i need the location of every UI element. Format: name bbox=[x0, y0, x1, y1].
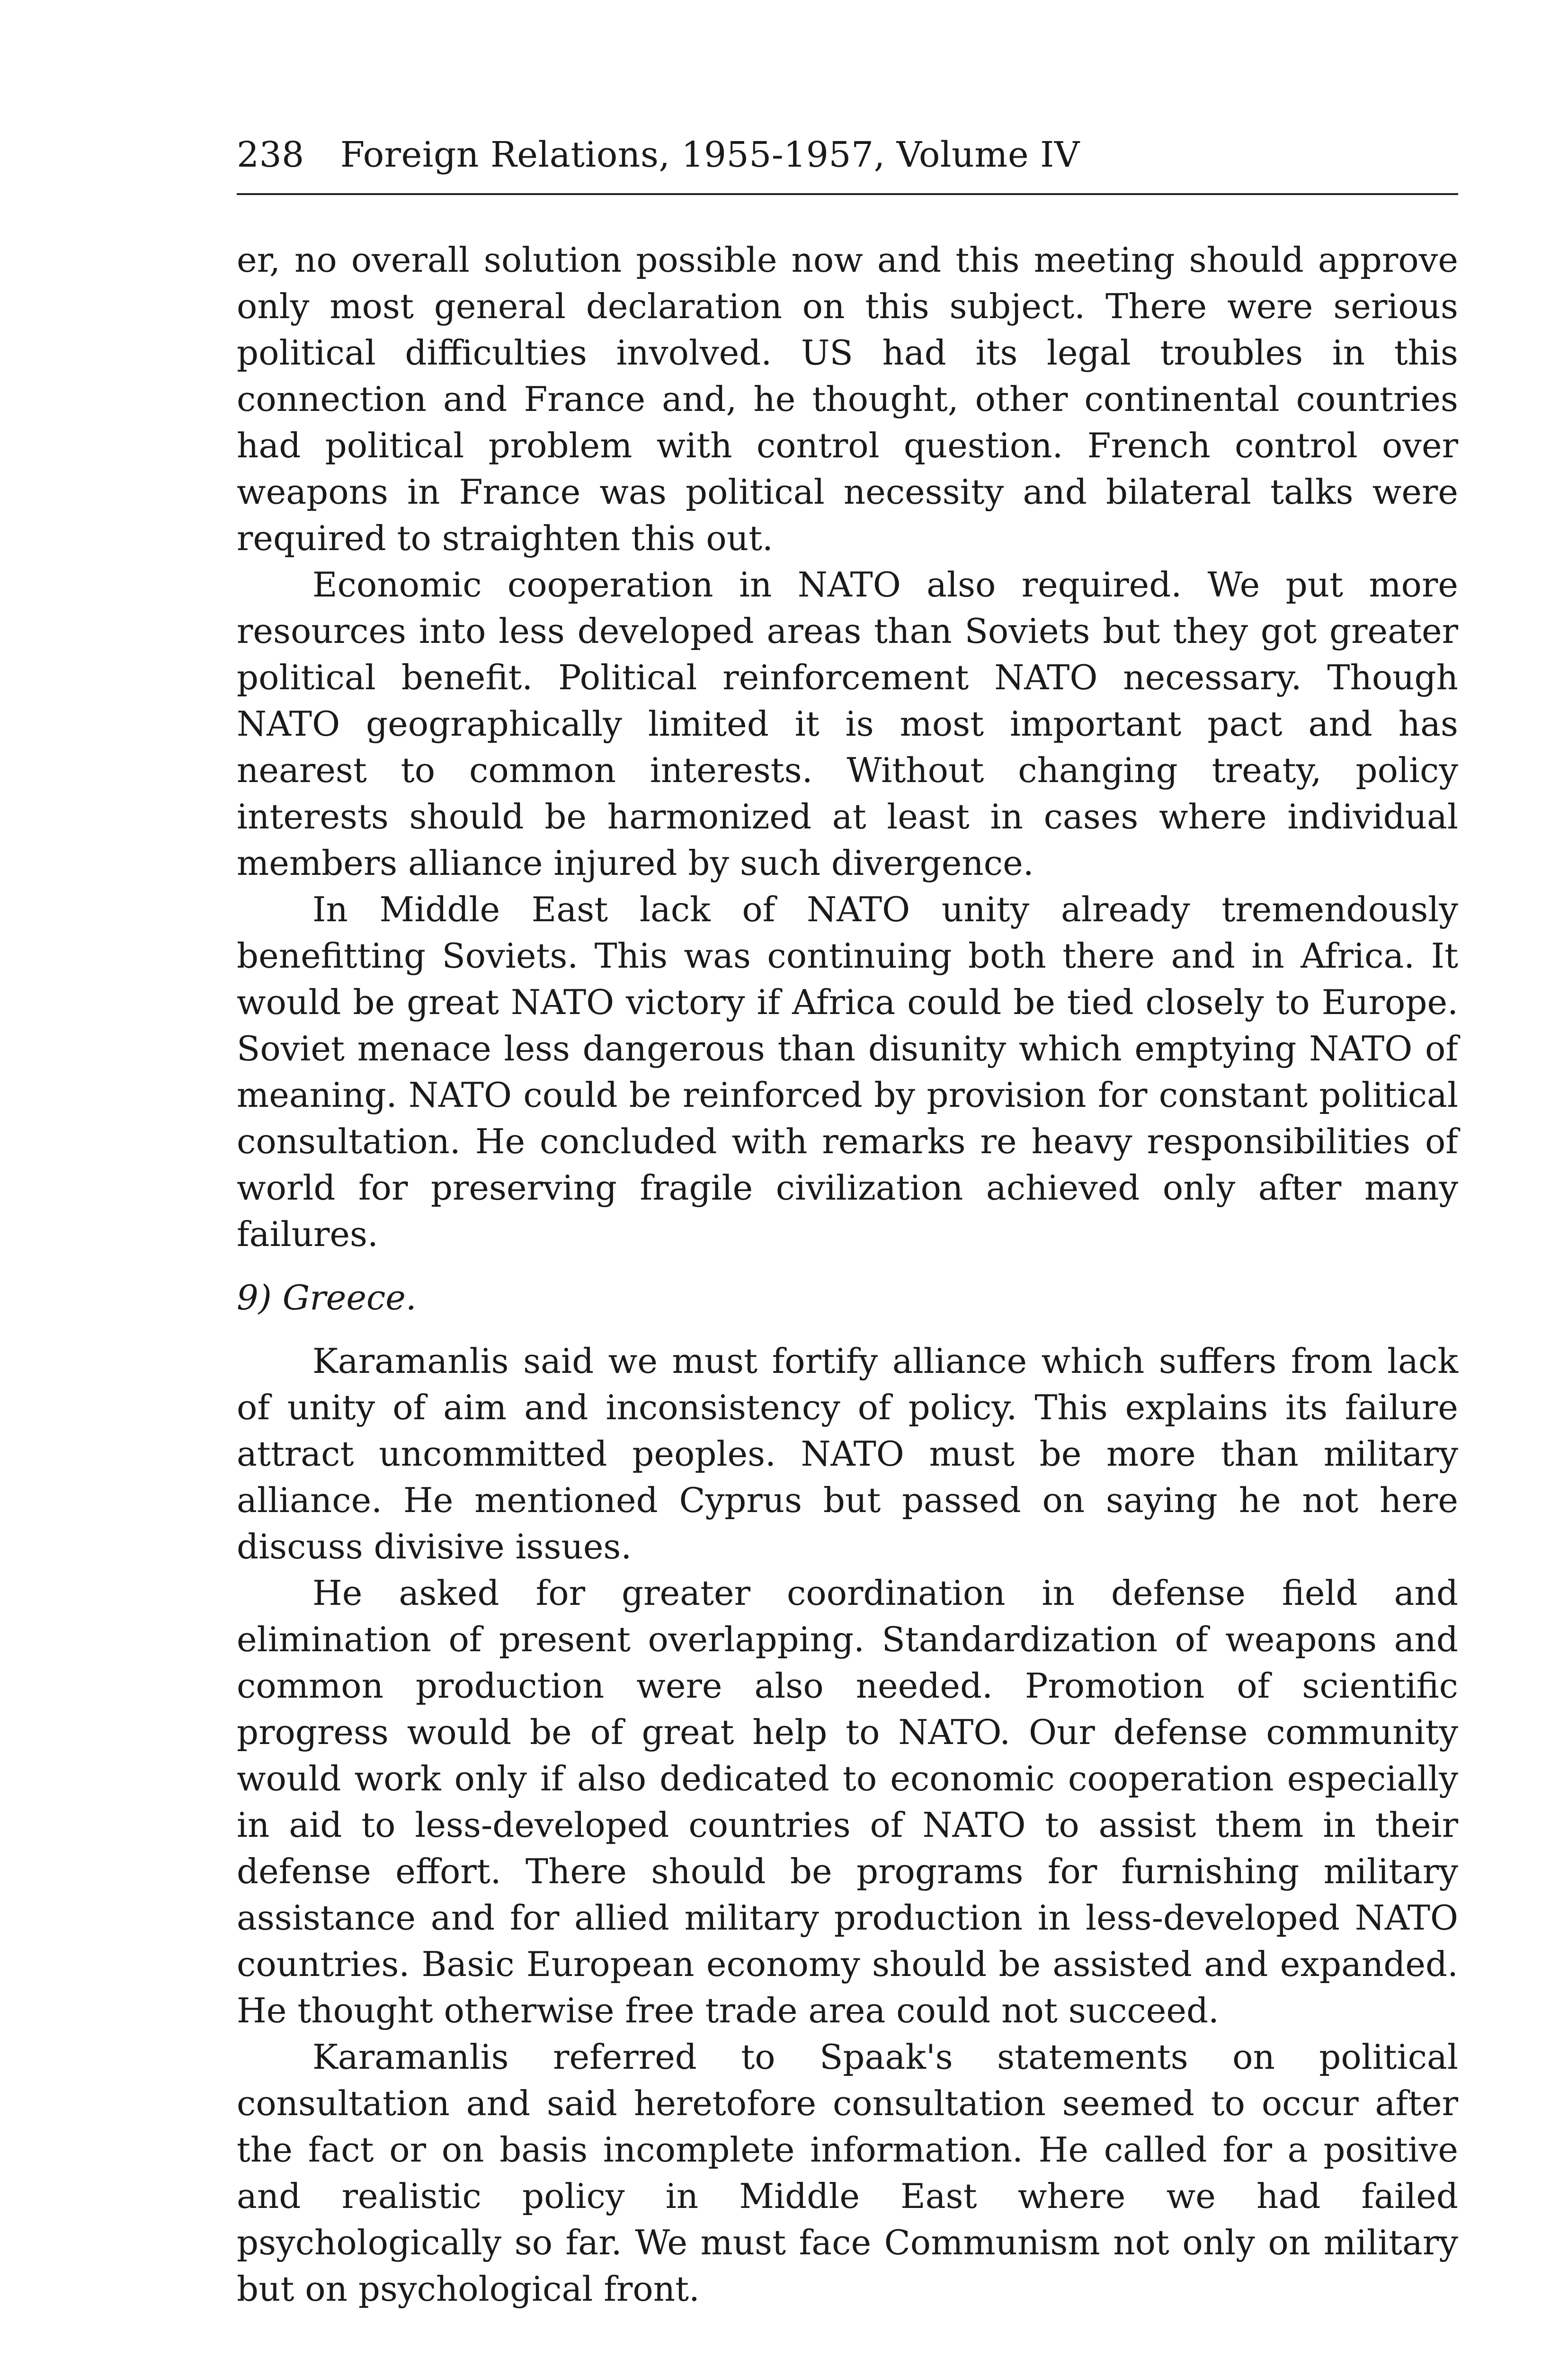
paragraph-continuation: er, no overall solution possible now and this meeting should approve only most general declaration on this subject. There were serious political difficulties involved. US had its legal troubles in this connection and France and, he thought, other continental countries had political problem with control question. French control over weapons in France was political necessity and bilateral talks were required to straighten this out. bbox=[237, 240, 1458, 558]
page-number: 238 bbox=[237, 134, 304, 175]
running-title: Foreign Relations, 1955-1957, Volume IV bbox=[340, 134, 1080, 175]
running-header bbox=[237, 134, 1458, 175]
paragraph: Karamanlis referred to Spaak's statements on political consultation and said heretofore consultation seemed to occur after the fact or on basis incomplete information. He called for a positive and realistic policy in Middle East where we had failed psychologically so far. We must face Communism not only on military but on psychological front. bbox=[237, 2037, 1458, 2309]
paragraph: Economic cooperation in NATO also required. We put more resources into less developed areas than Soviets but they got greater political benefit. Political reinforcement NATO necessary. Though NATO geographically limited it is most important pact and has nearest to common interests. Without changing treaty, policy interests should be harmonized at least in cases where individual members alliance injured by such divergence. bbox=[237, 565, 1458, 883]
paragraph: Karamanlis said we must fortify alliance which suffers from lack of unity of aim and inconsistency of policy. This explains its failure attract uncommitted peoples. NATO must be more than military alliance. He mentioned Cyprus but passed on saying he not here discuss divisive issues. bbox=[237, 1341, 1458, 1566]
paragraph: He asked for greater coordination in defense field and elimination of present overlapping. Standardization of weapons and common production were also needed. Promotion of scientific progress would be of great help to NATO. Our defense community would work only if also dedicated to economic cooperation especially in aid to less-developed countries of NATO to assist them in their defense effort. There should be programs for furnishing military assistance and for allied military production in less-developed NATO countries. Basic European economy should be assisted and expanded. He thought otherwise free trade area could not succeed. bbox=[237, 1573, 1458, 2030]
section-heading-greece: 9) Greece. bbox=[237, 1278, 417, 1317]
header-rule bbox=[237, 193, 1458, 195]
paragraph: In Middle East lack of NATO unity already tremendously benefitting Soviets. This was continuing both there and in Africa. It would be great NATO victory if Africa could be tied closely to Europe. Soviet menace less dangerous than disunity which emptying NATO of meaning. NATO could be reinforced by provision for constant political consultation. He concluded with remarks re heavy responsibilities of world for preserving fragile civilization achieved only after many failures. bbox=[237, 890, 1458, 1254]
body-text bbox=[237, 237, 1458, 2312]
